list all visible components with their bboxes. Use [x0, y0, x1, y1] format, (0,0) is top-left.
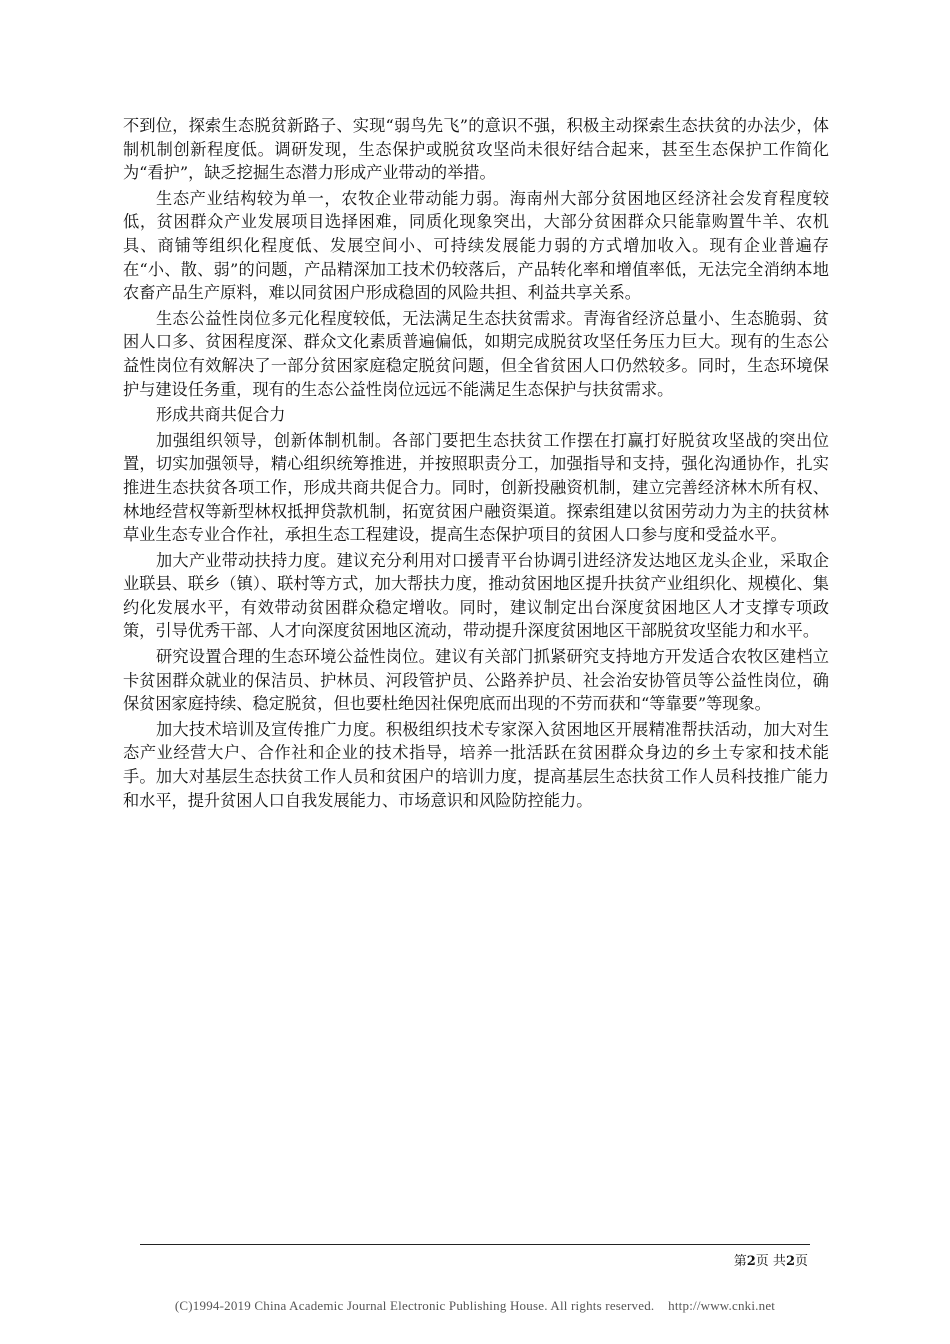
paragraph-5: 加大产业带动扶持力度。建议充分利用对口援青平台协调引进经济发达地区龙头企业，采取企业联县、联乡（镇）、联村等方式，加大帮扶力度，推动贫困地区提升扶贫产业组织化、规模化、集约化发展水平，有效带动贫困群众稳定增收。同时，建议制定出台深度贫困地区人才支撑专项政策，引导优秀干部、人才向深度贫困地区流动，带动提升深度贫困地区干部脱贫攻坚能力和水平。: [123, 550, 829, 641]
paragraph-7: 加大技术培训及宣传推广力度。积极组织技术专家深入贫困地区开展精准帮扶活动，加大对生态产业经营大户、合作社和企业的技术指导，培养一批活跃在贫困群众身边的乡土专家和技术能手。加大对基层生态扶贫工作人员和贫困户的培训力度，提高基层生态扶贫工作人员科技推广能力和水平，提升贫困人口自我发展能力、市场意识和风险防控能力。: [123, 719, 829, 810]
page-number: [734, 1250, 808, 1269]
page-mid: 页 共: [755, 1254, 786, 1269]
page-prefix: 第: [733, 1254, 747, 1269]
article-body: [123, 114, 829, 814]
page-suffix: 页: [794, 1254, 808, 1269]
page-current: 2: [746, 1254, 756, 1269]
copyright-notice: (C)1994-2019 China Academic Journal Electronic Publishing House. All rights reserved. http://www.cnki.net: [174, 1298, 776, 1313]
footer-divider: [140, 1244, 810, 1245]
paragraph-3: 生态公益性岗位多元化程度较低，无法满足生态扶贫需求。青海省经济总量小、生态脆弱、贫困人口多、贫困程度深、群众文化素质普遍偏低，如期完成脱贫攻坚任务压力巨大。现有的生态公益性岗位有效解决了一部分贫困家庭稳定脱贫问题，但全省贫困人口仍然较多。同时，生态环境保护与建设任务重，现有的生态公益性岗位远远不能满足生态保护与扶贫需求。: [123, 308, 829, 399]
section-heading: 形成共商共促合力: [156, 405, 286, 425]
page-total: 2: [785, 1254, 795, 1269]
paragraph-2: 生态产业结构较为单一，农牧企业带动能力弱。海南州大部分贫困地区经济社会发育程度较低，贫困群众产业发展项目选择困难，同质化现象突出，大部分贫困群众只能靠购置牛羊、农机具、商铺等组织化程度低、发展空间小、可持续发展能力弱的方式增加收入。现有企业普遍存在“小、散、弱”的问题，产品精深加工技术仍较落后，产品转化率和增值率低，无法完全消纳本地农畜产品生产原料，难以同贫困户形成稳固的风险共担、利益共享关系。: [123, 188, 829, 303]
paragraph-6: 研究设置合理的生态环境公益性岗位。建议有关部门抓紧研究支持地方开发适合农牧区建档立卡贫困群众就业的保洁员、护林员、河段管护员、公路养护员、社会治安协管员等公益性岗位，确保贫困家庭持续、稳定脱贫，但也要杜绝因社保兜底而出现的不劳而获和“等靠要”等现象。: [123, 647, 829, 714]
paragraph-1: 不到位，探索生态脱贫新路子、实现“弱鸟先飞”的意识不强，积极主动探索生态扶贫的办法少，体制机制创新程度低。调研发现，生态保护或脱贫攻坚尚未很好结合起来，甚至生态保护工作简化为“看护”，缺乏挖掘生态潜力形成产业带动的举措。: [123, 116, 829, 183]
paragraph-4: 加强组织领导，创新体制机制。各部门要把生态扶贫工作摆在打赢打好脱贫攻坚战的突出位置，切实加强领导，精心组织统筹推进，并按照职责分工，加强指导和支持，强化沟通协作，扎实推进生态扶贫各项工作，形成共商共促合力。同时，创新投融资机制，建立完善经济林木所有权、林地经营权等新型林权抵押贷款机制，拓宽贫困户融资渠道。探索组建以贫困劳动力为主的扶贫林草业生态专业合作社，承担生态工程建设，提高生态保护项目的贫困人口参与度和受益水平。: [123, 430, 829, 545]
